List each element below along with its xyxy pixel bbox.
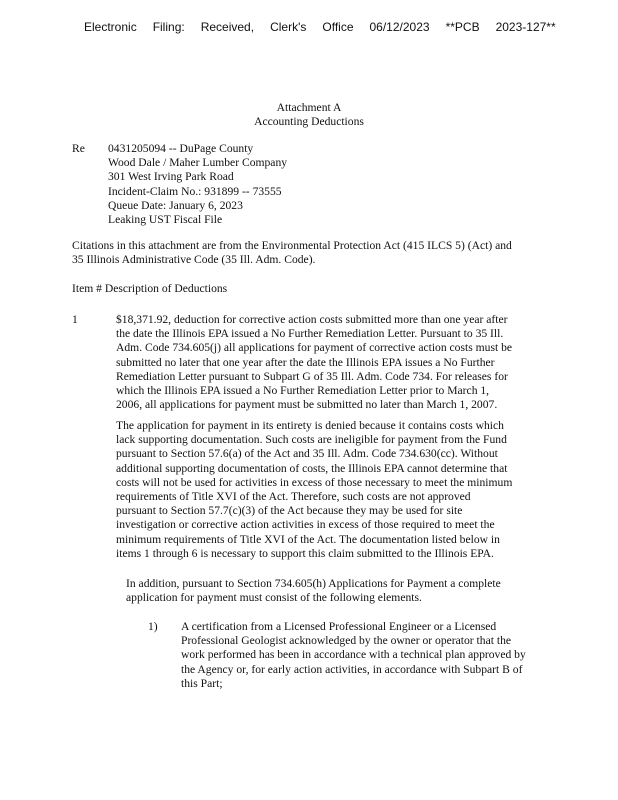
text-line: which the Illinois EPA issued a No Further Remediation Letter prior to March 1, — [116, 383, 490, 397]
citations-paragraph — [72, 239, 512, 267]
stamp-word: Electronic — [84, 20, 137, 34]
document-title — [0, 101, 618, 129]
text-line: work performed has been in accordance with a technical plan approved by — [181, 648, 526, 662]
text-line: minimum requirements of Title XVI of the Act. The documentation listed below in — [116, 532, 500, 546]
stamp-case-number: 2023-127** — [495, 20, 556, 34]
subtitle-line: Accounting Deductions — [254, 115, 364, 129]
text-line: Citations in this attachment are from the Environmental Protection Act (415 ILCS 5) (Act) and — [72, 239, 512, 252]
stamp-date: 06/12/2023 — [369, 20, 430, 34]
text-line: In addition, pursuant to Section 734.605(h) Applications for Payment a complete — [126, 577, 501, 590]
text-line: pursuant to Section 57.7(c)(3) of the Act because they may be used for site — [116, 504, 463, 518]
text-line: submitted no later that one year after the date the Illinois EPA issues a No Further — [116, 355, 495, 369]
re-line: Wood Dale / Maher Lumber Company — [108, 156, 288, 170]
stamp-word: **PCB — [445, 20, 480, 34]
re-line: Leaking UST Fiscal File — [108, 212, 223, 226]
item-number: 1 — [72, 313, 78, 326]
text-line: 2006, all applications for payment must be submitted no later than March 1, 2007. — [116, 398, 498, 412]
re-line: Queue Date: January 6, 2023 — [108, 198, 243, 212]
table-header: Item # Description of Deductions — [72, 282, 228, 295]
text-line: costs will not be used for activities in excess of those necessary to meet the minimum — [116, 475, 513, 489]
filing-stamp-header — [84, 20, 572, 34]
subitem-number: 1) — [148, 620, 158, 633]
text-line: requirements of Title XVI of the Act. Therefore, such costs are not approved — [116, 489, 471, 503]
text-line: Remediation Letter pursuant to Subpart G of 35 Ill. Adm. Code 734. For releases for — [116, 369, 508, 383]
text-line: A certification from a Licensed Professional Engineer or a Licensed — [181, 620, 497, 633]
item-paragraph-3 — [126, 577, 501, 605]
re-label: Re — [72, 142, 85, 155]
item-paragraph-1 — [116, 313, 512, 412]
text-line: Adm. Code 734.605(j) all applications for payment of corrective action costs must be — [116, 341, 513, 355]
text-line: this Part; — [181, 676, 223, 690]
stamp-word: Filing: — [152, 20, 185, 34]
subitem-text — [181, 620, 526, 691]
stamp-word: Clerk's — [270, 20, 307, 34]
text-line: lack supporting documentation. Such costs are ineligible for payment from the Fund — [116, 433, 507, 447]
text-line: the Agency or, for early action activities, in accordance with Subpart B of — [181, 662, 523, 676]
text-line: Professional Geologist acknowledged by the owner or operator that the — [181, 634, 512, 648]
text-line: items 1 through 6 is necessary to support this claim submitted to the Illinois EPA. — [116, 546, 494, 560]
re-block — [108, 142, 287, 227]
stamp-word: Received, — [200, 20, 255, 34]
text-line: The application for payment in its entirety is denied because it contains costs which — [116, 419, 504, 432]
text-line: 35 Illinois Administrative Code (35 Ill. Adm. Code). — [72, 253, 316, 267]
text-line: the date the Illinois EPA issued a No Further Remediation Letter. Pursuant to 35 Ill. — [116, 327, 504, 341]
text-line: $18,371.92, deduction for corrective action costs submitted more than one year after — [116, 313, 508, 326]
text-line: application for payment must consist of the following elements. — [126, 591, 422, 605]
re-line: 0431205094 -- DuPage County — [108, 142, 254, 155]
title-line: Attachment A — [276, 101, 342, 114]
item-paragraph-2 — [116, 419, 512, 561]
text-line: investigation or corrective action activities in excess of those required to meet the — [116, 518, 495, 532]
re-line: 301 West Irving Park Road — [108, 170, 234, 184]
text-line: additional supporting documentation of costs, the Illinois EPA cannot determine that — [116, 461, 508, 475]
text-line: pursuant to Section 57.6(a) of the Act and 35 Ill. Adm. Code 734.630(cc). Without — [116, 447, 498, 461]
re-line: Incident-Claim No.: 931899 -- 73555 — [108, 184, 282, 198]
stamp-word: Office — [322, 20, 354, 34]
